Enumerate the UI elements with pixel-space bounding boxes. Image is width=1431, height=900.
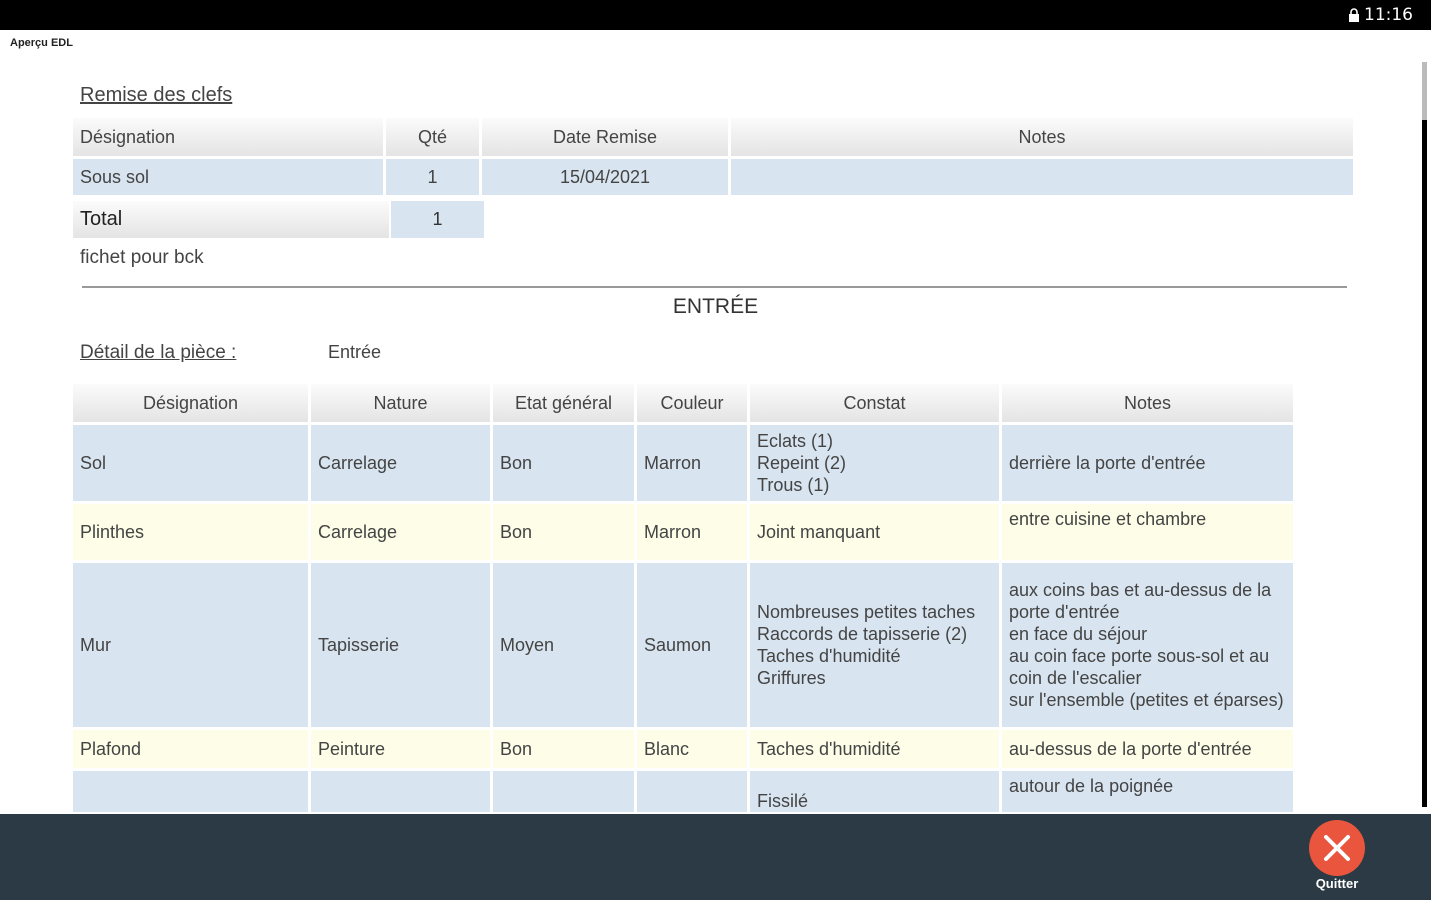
room-cell-etat: Bon (493, 730, 634, 768)
room-cell-nature: Peinture (311, 730, 490, 768)
room-cell-constat: Eclats (1) Repeint (2) Trous (1) (750, 425, 999, 501)
room-detail-label: Détail de la pièce : (80, 342, 237, 363)
keys-total-label: Total (73, 201, 389, 238)
keys-cell-qty: 1 (386, 159, 479, 195)
status-bar (0, 0, 1431, 30)
room-cell-designation: Mur (73, 563, 308, 727)
room-cell-constat: Joint manquant (750, 504, 999, 560)
lock-icon (1347, 8, 1361, 22)
room-cell-etat: Moyen (493, 563, 634, 727)
room-cell-etat: Bon (493, 504, 634, 560)
room-table (70, 381, 1296, 812)
keys-cell-notes (731, 159, 1353, 195)
vertical-scrollbar[interactable] (1422, 62, 1427, 807)
room-cell-constat: Nombreuses petites taches Raccords de tapisserie (2) Taches d'humidité Griffures (750, 563, 999, 727)
scrollbar-thumb[interactable] (1422, 62, 1427, 120)
room-cell-nature: Carrelage (311, 504, 490, 560)
keys-col-notes: Notes (731, 118, 1353, 156)
keys-col-qty: Qté (386, 118, 479, 156)
room-title: ENTRÉE (672, 295, 759, 318)
room-cell-couleur: Marron (637, 425, 747, 501)
room-cell-constat: Taches d'humidité (750, 730, 999, 768)
room-table-header (73, 384, 1293, 422)
quit-button[interactable] (1309, 820, 1365, 876)
room-cell-nature: Carrelage (311, 425, 490, 501)
room-col-notes: Notes (1002, 384, 1293, 422)
table-row (73, 771, 1293, 812)
room-cell-etat (493, 771, 634, 812)
room-cell-nature (311, 771, 490, 812)
table-row (73, 563, 1293, 727)
keys-col-designation: Désignation (73, 118, 383, 156)
room-cell-couleur: Marron (637, 504, 747, 560)
room-cell-notes: derrière la porte d'entrée (1002, 425, 1293, 501)
bottom-toolbar (0, 814, 1431, 900)
keys-table-header (73, 118, 1353, 156)
room-cell-nature: Tapisserie (311, 563, 490, 727)
keys-cell-date: 15/04/2021 (482, 159, 728, 195)
section-divider (82, 286, 1347, 288)
room-cell-designation: Plafond (73, 730, 308, 768)
room-col-nature: Nature (311, 384, 490, 422)
room-cell-notes: autour de la poignée (1002, 771, 1293, 812)
room-col-constat: Constat (750, 384, 999, 422)
table-row (73, 730, 1293, 768)
room-cell-notes: au-dessus de la porte d'entrée (1002, 730, 1293, 768)
room-cell-constat: Fissilé (750, 771, 999, 812)
table-row (73, 159, 1353, 195)
keys-col-date: Date Remise (482, 118, 728, 156)
room-cell-couleur: Blanc (637, 730, 747, 768)
room-cell-notes: entre cuisine et chambre (1002, 504, 1293, 560)
keys-total-value: 1 (391, 201, 484, 238)
quit-button-label[interactable]: Quitter (1315, 876, 1359, 891)
window-titlebar (0, 30, 1431, 59)
room-cell-designation: Sol (73, 425, 308, 501)
room-col-designation: Désignation (73, 384, 308, 422)
room-cell-couleur (637, 771, 747, 812)
room-cell-designation: Plinthes (73, 504, 308, 560)
keys-section-title: Remise des clefs (80, 84, 233, 106)
room-cell-etat: Bon (493, 425, 634, 501)
room-cell-notes: aux coins bas et au-dessus de la porte d'entrée en face du séjour au coin face porte sous-sol et au coin de l'escalier sur l'ensemble (petites et éparses) (1002, 563, 1293, 727)
room-detail-value: Entrée (328, 342, 382, 362)
room-col-couleur: Couleur (637, 384, 747, 422)
status-clock: 11:16 (1364, 5, 1413, 25)
preview-content[interactable] (0, 58, 1431, 812)
close-icon (1321, 832, 1353, 864)
keys-table (70, 115, 1356, 198)
keys-cell-designation: Sous sol (73, 159, 383, 195)
room-cell-designation (73, 771, 308, 812)
keys-note: fichet pour bck (80, 247, 204, 268)
room-col-etat: Etat général (493, 384, 634, 422)
table-row (73, 504, 1293, 560)
table-row (73, 425, 1293, 501)
room-cell-couleur: Saumon (637, 563, 747, 727)
window-title: Aperçu EDL (10, 37, 73, 49)
